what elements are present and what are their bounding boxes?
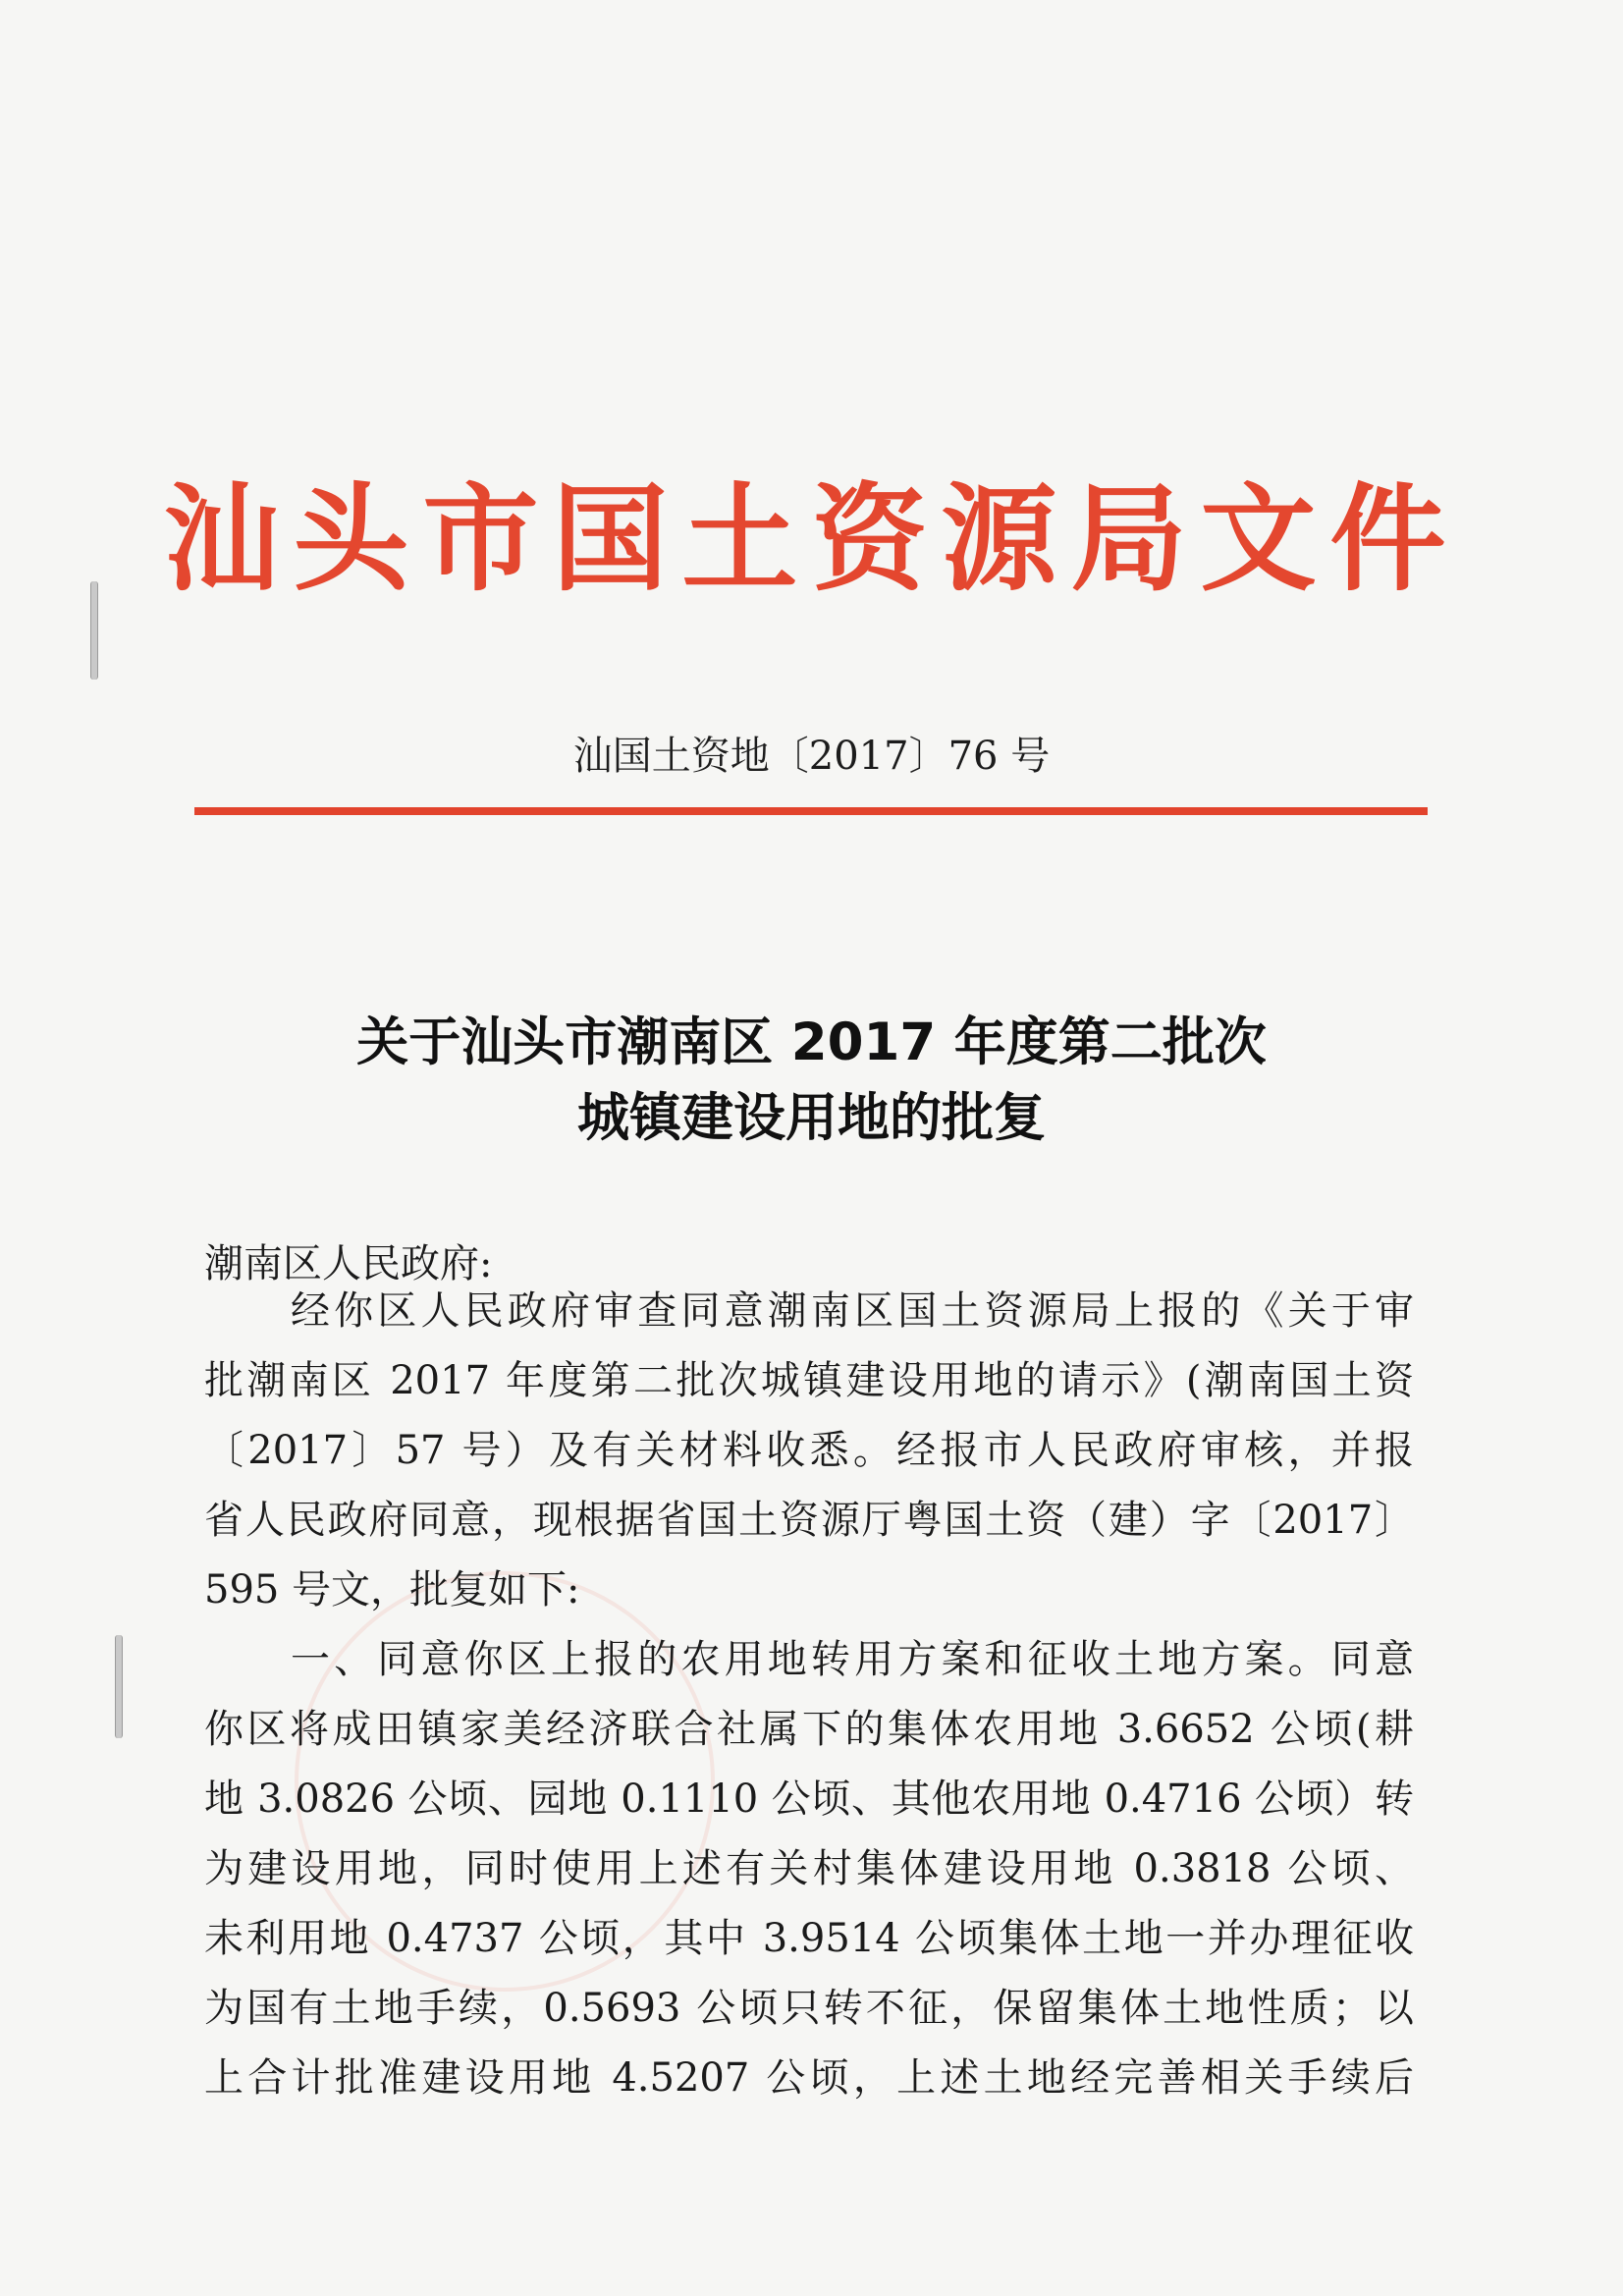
- paragraph-line: 经你区人民政府审查同意潮南区国土资源局上报的《关于审: [291, 1288, 1414, 1334]
- document-title-line-2: 城镇建设用地的批复: [577, 1088, 1046, 1148]
- paragraph-line: 批潮南区 2017 年度第二批次城镇建设用地的请示》(潮南国土资: [204, 1358, 1414, 1403]
- red-separator-line: [194, 807, 1428, 815]
- paragraph-line: 〔2017〕57 号）及有关材料收悉。经报市人民政府审核，并报: [204, 1428, 1414, 1473]
- paragraph-line: 未利用地 0.4737 公顷，其中 3.9514 公顷集体土地一并办理征收: [204, 1916, 1414, 1961]
- paragraph-line: 地 3.0826 公顷、园地 0.1110 公顷、其他农用地 0.4716 公顷）转: [204, 1777, 1414, 1822]
- body-paragraph-1: [204, 1277, 1414, 1625]
- paragraph-line: 为国有土地手续，0.5693 公顷只转不征，保留集体土地性质；以: [204, 1986, 1414, 2031]
- document-title-line-1: 关于汕头市潮南区 2017 年度第二批次: [356, 1012, 1267, 1072]
- paragraph-line: 你区将成田镇家美经济联合社属下的集体农用地 3.6652 公顷(耕: [204, 1707, 1414, 1752]
- paragraph-line: 上合计批准建设用地 4.5207 公顷，上述土地经完善相关手续后: [204, 2055, 1414, 2101]
- binding-hole-mark: [115, 1635, 123, 1738]
- paragraph-line: 595 号文，批复如下:: [204, 1567, 580, 1613]
- document-number: 汕国土资地〔2017〕76 号: [572, 734, 1051, 779]
- paragraph-line: 省人民政府同意，现根据省国土资源厅粤国土资（建）字〔2017〕: [204, 1498, 1414, 1543]
- body-paragraph-2: [204, 1625, 1414, 2113]
- document-masthead: 汕头市国土资源局文件: [163, 470, 1460, 607]
- paragraph-line: 为建设用地，同时使用上述有关村集体建设用地 0.3818 公顷、: [204, 1846, 1414, 1891]
- salutation: 潮南区人民政府:: [204, 1241, 493, 1286]
- paragraph-line: 一、同意你区上报的农用地转用方案和征收土地方案。同意: [291, 1637, 1414, 1682]
